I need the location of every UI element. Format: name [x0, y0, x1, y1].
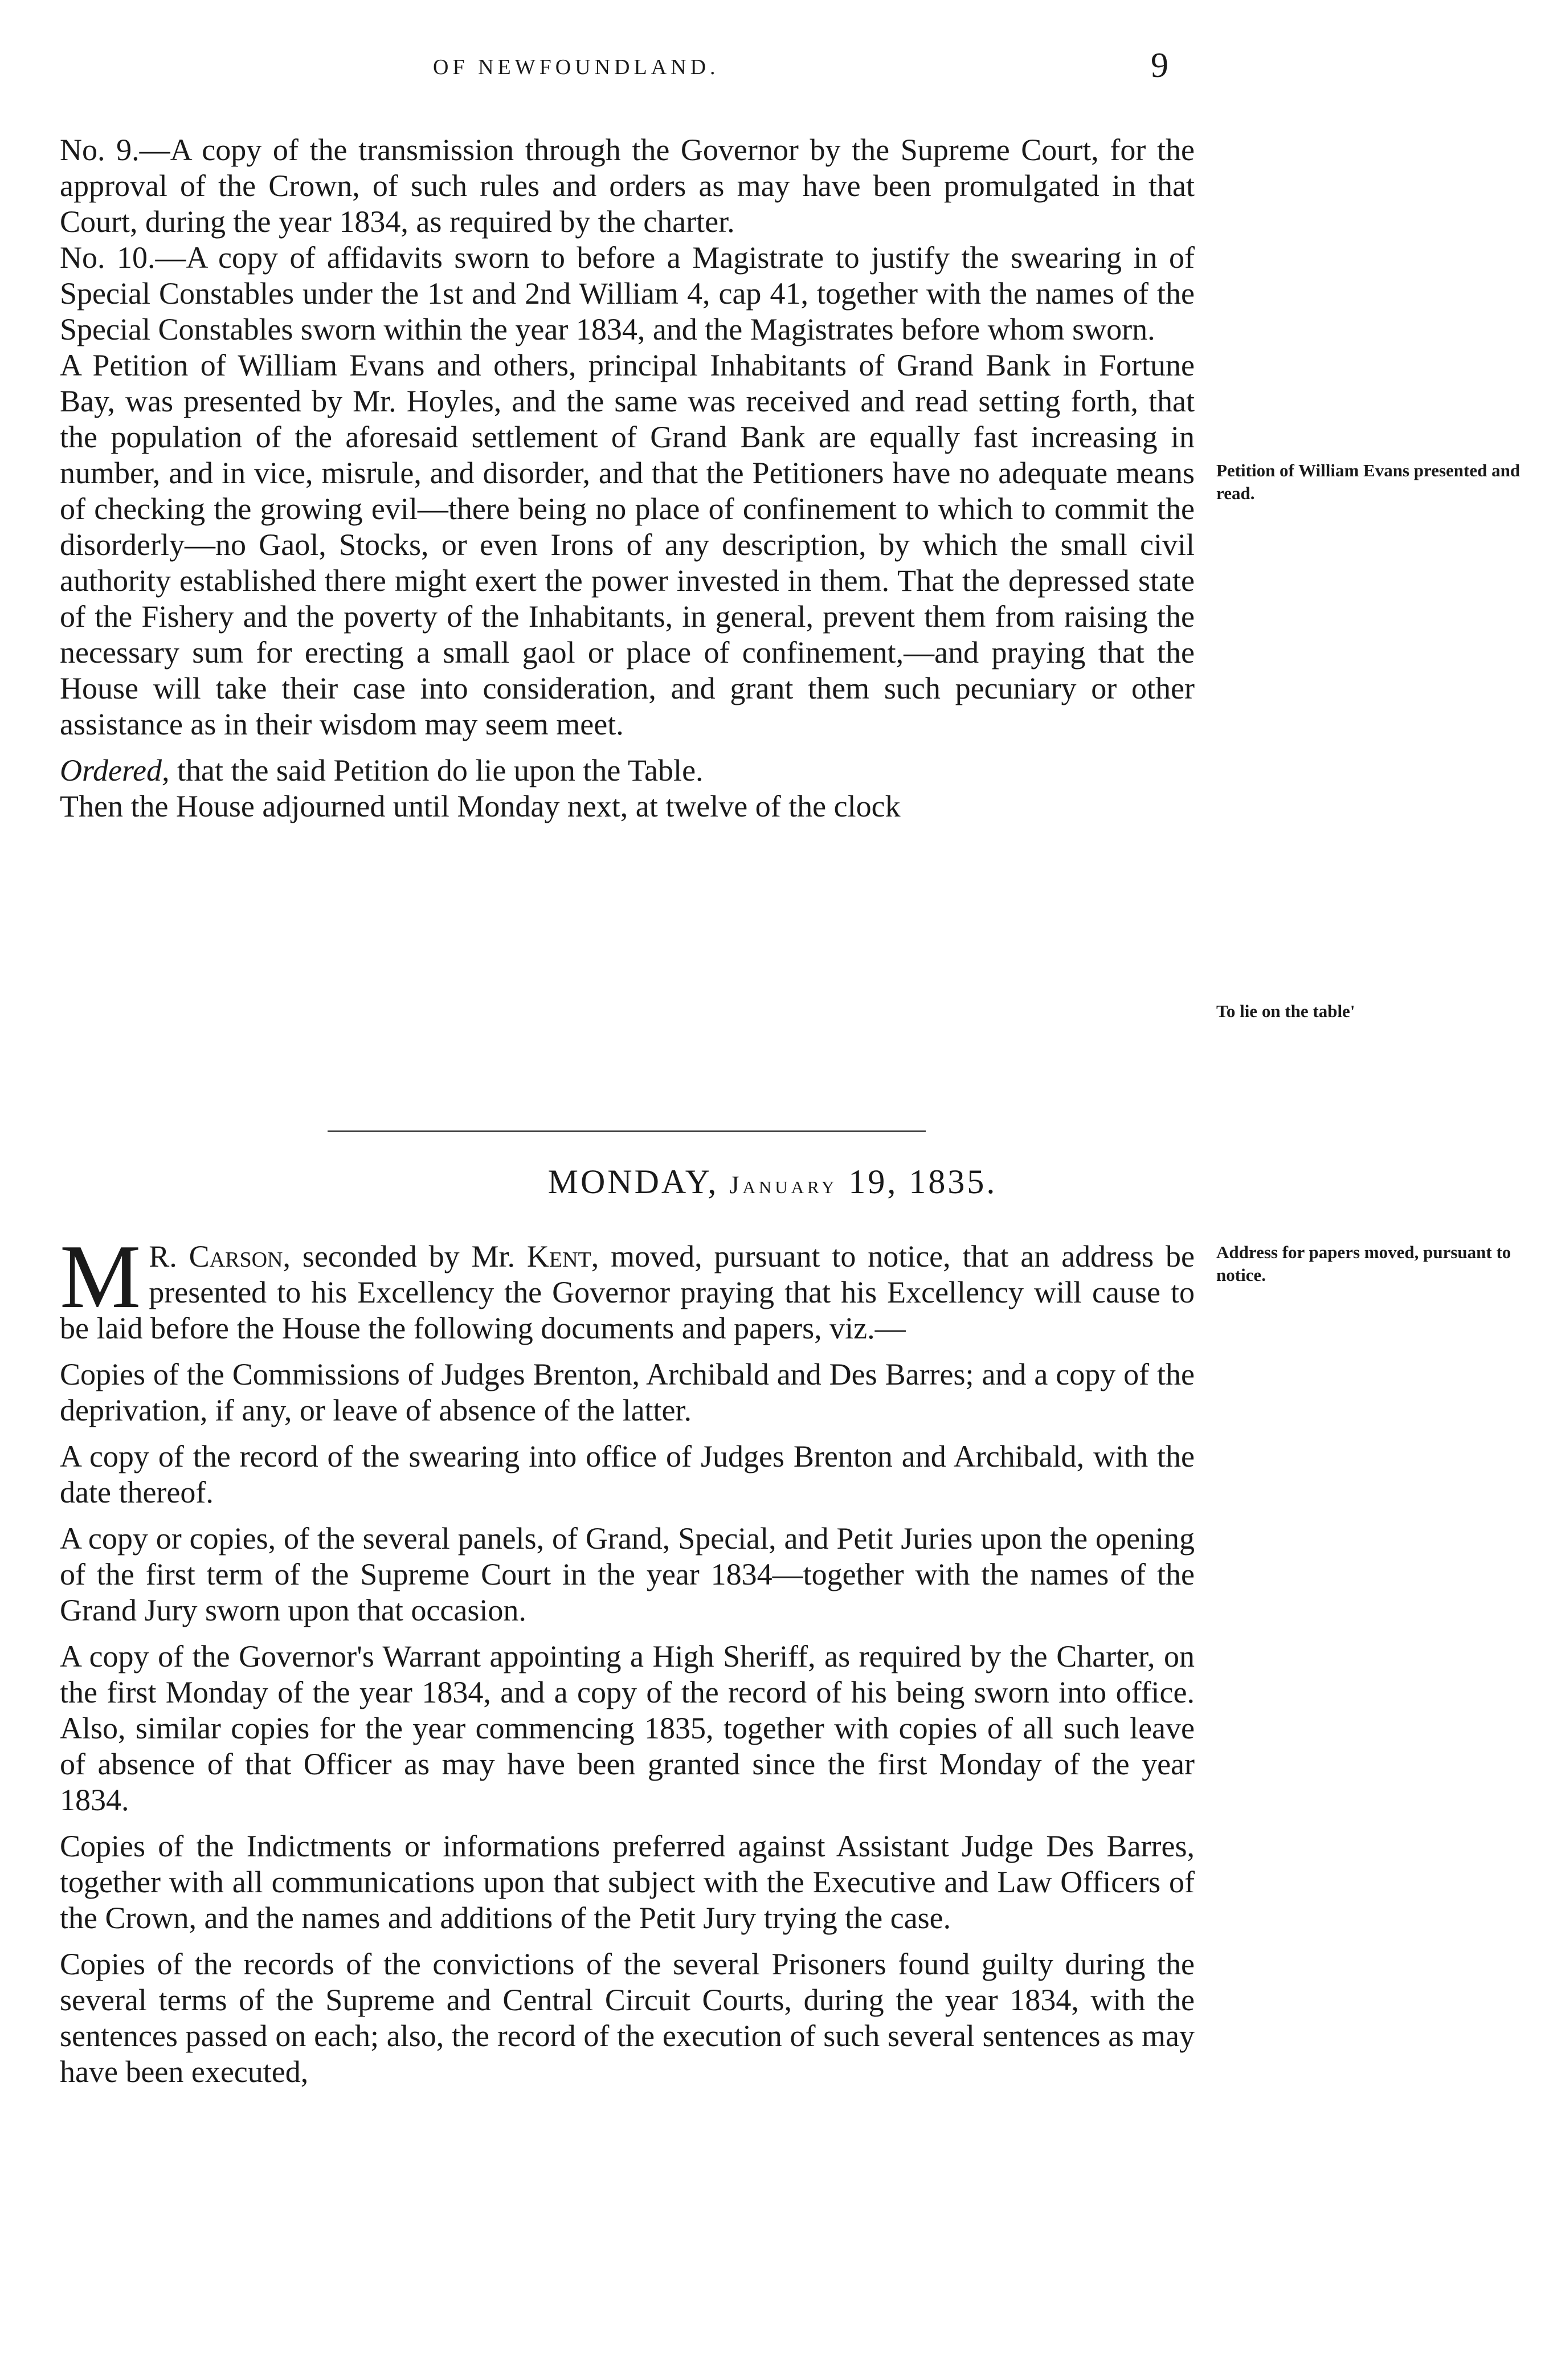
running-header	[0, 46, 1545, 106]
margin-note-address: Address for papers moved, pursuant to notice.	[1216, 1242, 1511, 1285]
list-item-indictments: Copies of the Indictments or informations preferred against Assistant Judge Des Barres, together with all communications upon that subject with the Executive and Law Officers of the Crown, and the names and additions of the Petit Jury trying the case.	[60, 1829, 1195, 1935]
date-day: MONDAY,	[547, 1163, 719, 1201]
ordered-text: that the said Petition do lie upon the Table.	[169, 753, 704, 787]
list-item-convictions: Copies of the records of the convictions of the several Prisoners found guilty during the several terms of the Supreme and Central Circuit Courts, during the year 1834, with the sentences passed on each; also, the record of the execution of such several sentences as may have been executed,	[60, 1947, 1195, 2089]
date-month: January	[729, 1171, 838, 1199]
body-section-2	[60, 1226, 1195, 2090]
list-item-jury-panels: A copy or copies, of the several panels, of Grand, Special, and Petit Juries upon the opening of the first term of the Supreme Court in the year 1834—together with the names of the Grand Jury sworn upon that occasion.	[60, 1521, 1195, 1627]
motion-r: R.	[149, 1239, 189, 1273]
page-number: 9	[1151, 46, 1168, 85]
adjourned-paragraph: Then the House adjourned until Monday next, at twelve of the clock	[60, 789, 901, 823]
item-no-10: No. 10.—A copy of affidavits sworn to before a Magistrate to justify the swearing in of Special Constables under the 1st and 2nd William 4, cap 41, together with the names of the Special Constables sworn within the year 1834, and the Magistrates before whom sworn.	[60, 240, 1195, 346]
list-item-swearing-record: A copy of the record of the swearing into office of Judges Brenton and Archibald, with the date thereof.	[60, 1439, 1195, 1509]
date-heading	[0, 1162, 1545, 1202]
ordered-paragraph	[60, 753, 1195, 789]
running-title: OF NEWFOUNDLAND.	[433, 55, 720, 79]
list-item-sheriff-warrant: A copy of the Governor's Warrant appointing a High Sheriff, as required by the Charter, on the first Monday of the year 1834, and a copy of the record of his being sworn into office. Also, similar copies for the year commencing 1835, together with copies of all such leave of absence of that Officer as may have been granted since the first Monday of the year 1834.	[60, 1639, 1195, 1817]
ordered-word: Ordered,	[60, 753, 170, 787]
motion-text: , moved, pursuant to notice, that an address be presented to his Excellency the Governor praying that his Excellency will cause to be laid before the House the following documents and papers, viz.—	[60, 1239, 1195, 1345]
petition-paragraph: A Petition of William Evans and others, principal Inhabitants of Grand Bank in Fortune Bay, was presented by Mr. Hoyles, and the same was received and read setting forth, that the population of the aforesaid settlement of Grand Bank are equally fast increasing in number, and in vice, misrule, and disorder, and that the Petitioners have no adequate means of checking the growing evil—there being no place of confinement to which to commit the disorderly—no Gaol, Stocks, or even Irons of any description, by which the small civil authority established there might exert the power invested in them. That the depressed state of the Fishery and the poverty of the Inhabitants, in general, prevent them from raising the necessary sum for erecting a small gaol or place of confinement,—and praying that the House will take their case into consideration, and grant them such pecuniary or other assistance as in their wisdom may seem meet.	[60, 348, 1195, 741]
motion-seconded: , seconded by Mr.	[283, 1239, 527, 1273]
body-section-1	[60, 132, 1195, 824]
member-kent: Kent	[526, 1239, 591, 1273]
list-item-commissions: Copies of the Commissions of Judges Brenton, Archibald and Des Barres; and a copy of the deprivation, if any, or leave of absence of the latter.	[60, 1357, 1195, 1427]
margin-note-table: To lie on the table'	[1216, 1001, 1355, 1021]
item-no-9: No. 9.—A copy of the transmission through the Governor by the Supreme Court, for the approval of the Crown, of such rules and orders as may have been promulgated in that Court, during the year 1834, as required by the charter.	[60, 133, 1195, 239]
section-divider	[328, 1130, 926, 1132]
margin-note-petition: Petition of William Evans presented and read.	[1216, 460, 1521, 503]
motion-paragraph	[60, 1226, 1195, 1346]
date-rest: 19, 1835.	[848, 1163, 998, 1201]
drop-cap: M	[60, 1226, 141, 1327]
member-carson: Carson	[189, 1239, 283, 1273]
